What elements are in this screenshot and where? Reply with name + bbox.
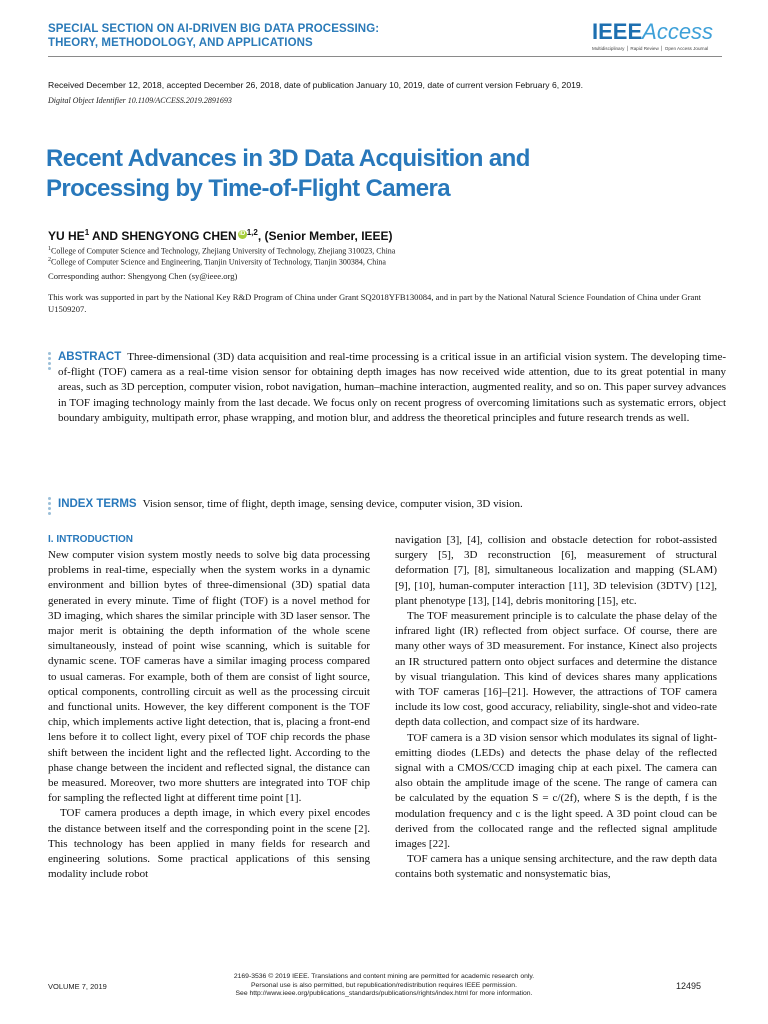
received-dates: Received December 12, 2018, accepted December 26, 2018, date of publication January 10, 2019, date of current version February 6, 2019. — [48, 80, 584, 90]
affiliation-1-text: College of Computer Science and Technology, Zhejiang University of Technology, Zhejiang 310023, China — [51, 246, 396, 256]
logo-tagline: Multidisciplinary ⎪ Rapid Review ⎪ Open Access Journal — [592, 46, 709, 51]
body-right-column — [395, 533, 717, 883]
doi-line: Digital Object Identifier 10.1109/ACCESS.2019.2891693 — [48, 96, 232, 105]
intro-paragraph-1: New computer vision system mostly needs to solve big data processing problems in real-time, especially when the system works in a dynamic environment and billion bytes of three-dimensional (3D) spatial data generated in every minute. Time of flight (TOF) is a novel method for 3D imaging, which shares the similar principle with 3D laser sensor. The major merit is obtaining the depth information of the whole scene simultaneously, instead of point wise scanning, which is suitable for dynamic scene. TOF cameras have a similar imaging process compared to usual cameras. For example, both of them are consist of light source, optical components, controlling circuit as well as the processing circuit and functional units. However, the key different component is the TOF chip, which implements active light detection, that is, placing a front-end lens before it to collect light, every pixel of TOF chip records the phase shift between the incident light and the reflected light. According to the phase change between the incident and reflected signal, the distance can be measured. Moreover, two more shutters are integrated into TOF chip for sampling the reflected light at different time point [1]. — [48, 549, 370, 805]
intro-paragraph-2: TOF camera produces a depth image, in which every pixel encodes the distance between itself and the corresponding point in the scene [2]. This technology has been applied in many fields for research and engineering solutions. Some practical applications of this sensing modality include robot — [48, 807, 370, 881]
section-header-line2: THEORY, METHODOLOGY, AND APPLICATIONS — [48, 37, 313, 49]
affiliation-2-sup: 2 — [48, 257, 51, 263]
author-name-2: AND SHENGYONG CHEN — [89, 229, 237, 243]
corresponding-author: Corresponding author: Shengyong Chen (sy@ieee.org) — [48, 271, 238, 281]
abstract-text: Three-dimensional (3D) data acquisition and real-time processing is a critical issue in an artificial vision system. The developing time-of-flight (TOF) camera as a real-time vision sensor for obtaining depth images has now received wide attention, due to its great potential in many areas, such as 3D perception, computer vision, robot navigation, human–machine interaction, augmented reality, and so on. This paper survey advances in TOF imaging technology mainly from the last decade. We focus only on recent progress of overcoming limitations such as systematic errors, object boundary ambiguity, multipath error, phase wrapping, and motion blur, and address the theoretical principles and future research trends as well. — [58, 351, 726, 424]
page-number: 12495 — [676, 981, 702, 991]
special-section-header — [48, 22, 468, 50]
logo-ieee-text: IEEE — [592, 19, 643, 44]
header-divider — [48, 56, 722, 57]
intro-paragraph-3: navigation [3], [4], collision and obstacle detection for robot-assisted surgery [5], 3D reconstruction [6], measurement of structural deformation [7], [8], simultaneous localization and mapping (SLAM) [9], [10], human-computer interaction [11], 3D television (3DTV) [12], plant phenotype [13], [14], debris monitoring [15], etc. — [395, 534, 717, 607]
footer-license-line1: 2169-3536 © 2019 IEEE. Translations and content mining are permitted for academic research only. — [233, 973, 535, 980]
abstract-marker-icon — [48, 352, 52, 372]
intro-paragraph-6: TOF camera has a unique sensing architecture, and the raw depth data contains both systematic and nonsystematic bias, — [395, 853, 717, 881]
ieee-access-logo — [592, 20, 722, 52]
affiliation-2-text: College of Computer Science and Engineering, Tianjin University of Technology, Tianjin 300384, China — [51, 257, 386, 267]
author-membership: , (Senior Member, IEEE) — [257, 229, 393, 243]
author-2-affiliation-sup: 1,2 — [246, 228, 258, 237]
index-terms-marker-icon — [48, 497, 52, 517]
footer-volume: VOLUME 7, 2019 — [48, 982, 107, 991]
affiliation-2 — [48, 257, 386, 267]
section-header-line1: SPECIAL SECTION ON AI-DRIVEN BIG DATA PROCESSING: — [48, 23, 380, 35]
footer-license-line3[interactable]: See http://www.ieee.org/publications_standards/publications/rights/index.html for more information. — [235, 990, 533, 998]
intro-paragraph-5: TOF camera is a 3D vision sensor which modulates its signal of light-emitting diodes (LEDs) and detects the phase delay of the reflected signal with a CMOS/CCD imaging chip at each pixel. The camera can also obtain the amplitude image of the scene. The range of camera can be calculated by the equation S = c/(2f), where S is the depth, f is the modulation frequency and c is the light speed. A 3D point cloud can be derived from the collocated range and the reflected signal amplitude images [22]. — [395, 731, 717, 851]
paper-title-line1: Recent Advances in 3D Data Acquisition and — [46, 145, 530, 172]
affiliation-1-sup: 1 — [48, 246, 51, 252]
body-left-column — [48, 533, 370, 882]
paper-title — [46, 144, 606, 204]
abstract-block — [58, 350, 726, 426]
index-terms-text: Vision sensor, time of flight, depth image, sensing device, computer vision, 3D vision. — [142, 498, 523, 510]
author-list — [48, 228, 393, 243]
author-name-1: YU HE — [48, 229, 85, 243]
intro-paragraph-4: The TOF measurement principle is to calculate the phase delay of the infrared light (IR) reflected from object surface. Of course, there are many other ways of 3D measurement. For instance, Kinect also projects an IR structured pattern onto object surfaces and determine the distance by visual triangulation. This kind of devices shares many applications with TOF cameras [16]–[21]. However, the attractions of TOF camera include its low cost, good accuracy, reliability, single-shot and video-rate depth data collection, and compact size of its hardware. — [395, 610, 717, 729]
affiliation-1 — [48, 246, 395, 256]
footer-license — [180, 973, 588, 999]
intro-heading: I. INTRODUCTION — [48, 534, 133, 545]
abstract-label: ABSTRACT — [58, 351, 122, 363]
footer-license-line2: Personal use is also permitted, but republication/redistribution requires IEEE permission. — [251, 981, 517, 989]
paper-title-line2: Processing by Time-of-Flight Camera — [46, 175, 450, 202]
logo-access-text: Access — [642, 19, 714, 44]
index-terms-label: INDEX TERMS — [58, 498, 137, 510]
index-terms-block — [58, 497, 726, 512]
funding-note: This work was supported in part by the National Key R&D Program of China under Grant SQ2018YFB130084, and in part by the National Natural Science Foundation of China under Grant U1509207. — [48, 292, 702, 314]
author-1-affiliation-sup: 1 — [84, 228, 90, 237]
orcid-icon[interactable]: iD — [239, 231, 246, 237]
